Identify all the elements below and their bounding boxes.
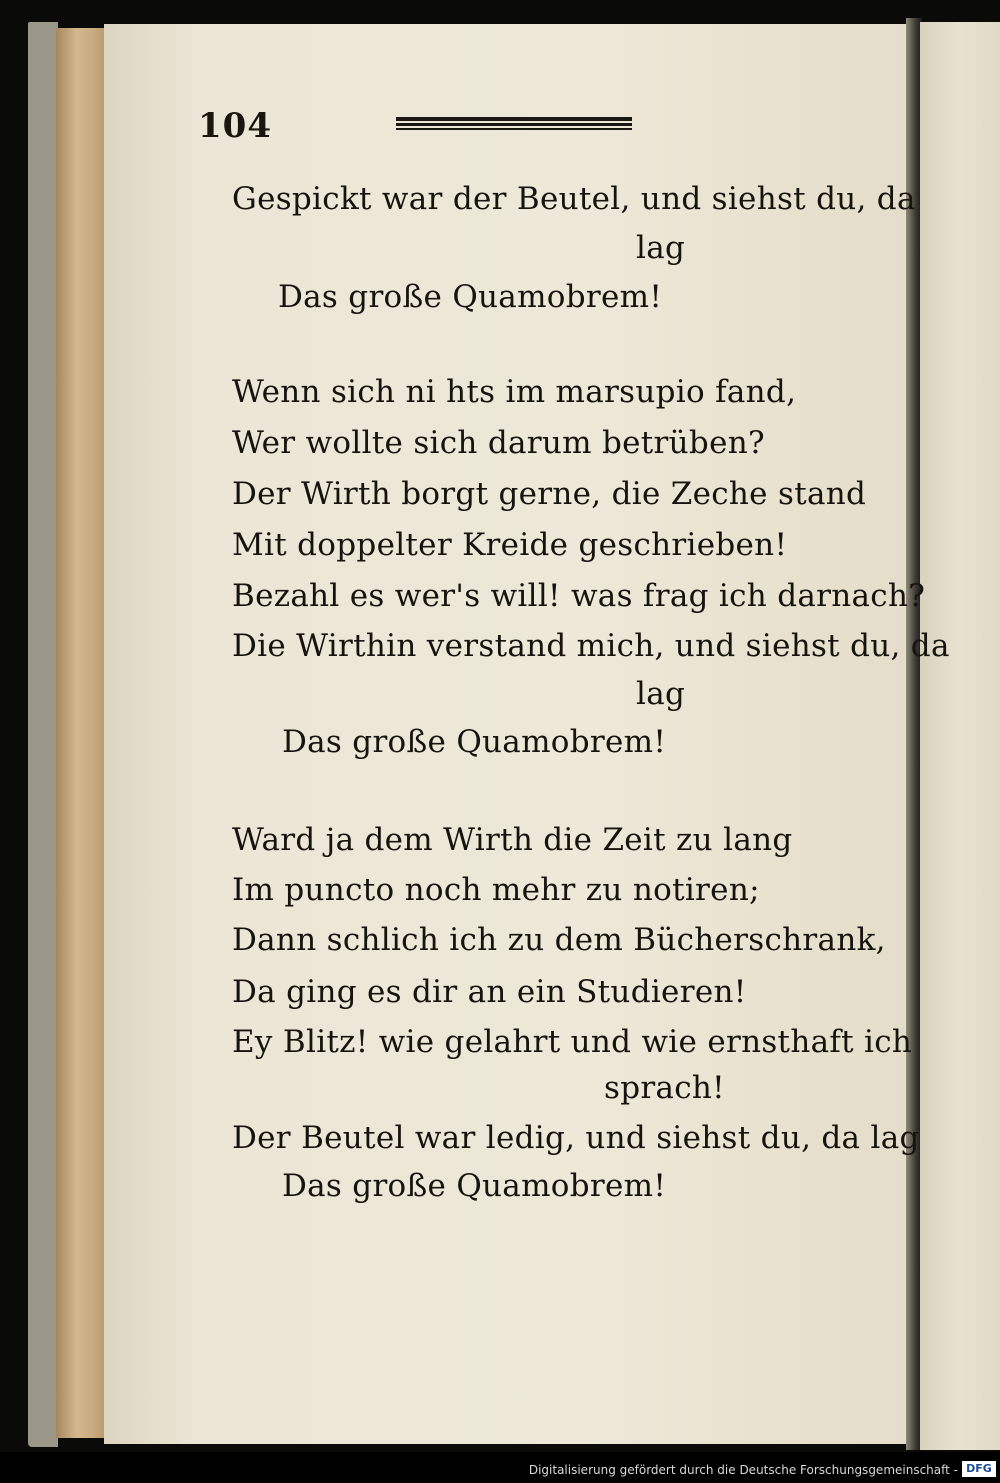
poem-line: Die Wirthin verstand mich, und siehst du, da	[232, 628, 950, 664]
poem-line: Wer wollte sich darum betrüben?	[232, 425, 765, 461]
poem-line: Ward ja dem Wirth die Zeit zu lang	[232, 822, 793, 858]
poem-line: Dann schlich ich zu dem Bücherschrank,	[232, 922, 886, 958]
poem-line: Gespickt war der Beutel, und siehst du, da	[232, 181, 916, 217]
poem-line: Bezahl es wer's will! was frag ich darnach?	[232, 578, 926, 614]
header-rule	[396, 128, 632, 130]
poem-line: Wenn sich ni hts im marsupio fand,	[232, 374, 797, 410]
page-edge-stack	[56, 28, 108, 1438]
poem-line-refrain: Das große Quamobrem!	[282, 1168, 667, 1204]
digitization-credit: Digitalisierung gefördert durch die Deutsche Forschungsgemeinschaft -	[528, 1463, 958, 1477]
page-number: 104	[198, 106, 272, 146]
poem-line: Mit doppelter Kreide geschrieben!	[232, 527, 788, 563]
poem-line-refrain: Das große Quamobrem!	[278, 279, 663, 315]
header-rule	[396, 117, 632, 121]
header-rule	[396, 123, 632, 126]
poem-line: Der Wirth borgt gerne, die Zeche stand	[232, 476, 867, 512]
poem-line: Ey Blitz! wie gelahrt und wie ernsthaft ich	[232, 1024, 913, 1060]
poem-line: lag	[636, 676, 686, 712]
poem-line: Der Beutel war ledig, und siehst du, da lag	[232, 1120, 920, 1156]
poem-line: Da ging es dir an ein Studieren!	[232, 974, 747, 1010]
poem-line: lag	[636, 230, 686, 266]
poem-line: Im puncto noch mehr zu notiren;	[232, 872, 760, 908]
poem-line: sprach!	[604, 1070, 725, 1106]
facing-page	[920, 22, 1000, 1450]
book-cover-edge	[28, 22, 58, 1447]
poem-line-refrain: Das große Quamobrem!	[282, 724, 667, 760]
dfg-logo: DFG	[962, 1461, 996, 1477]
